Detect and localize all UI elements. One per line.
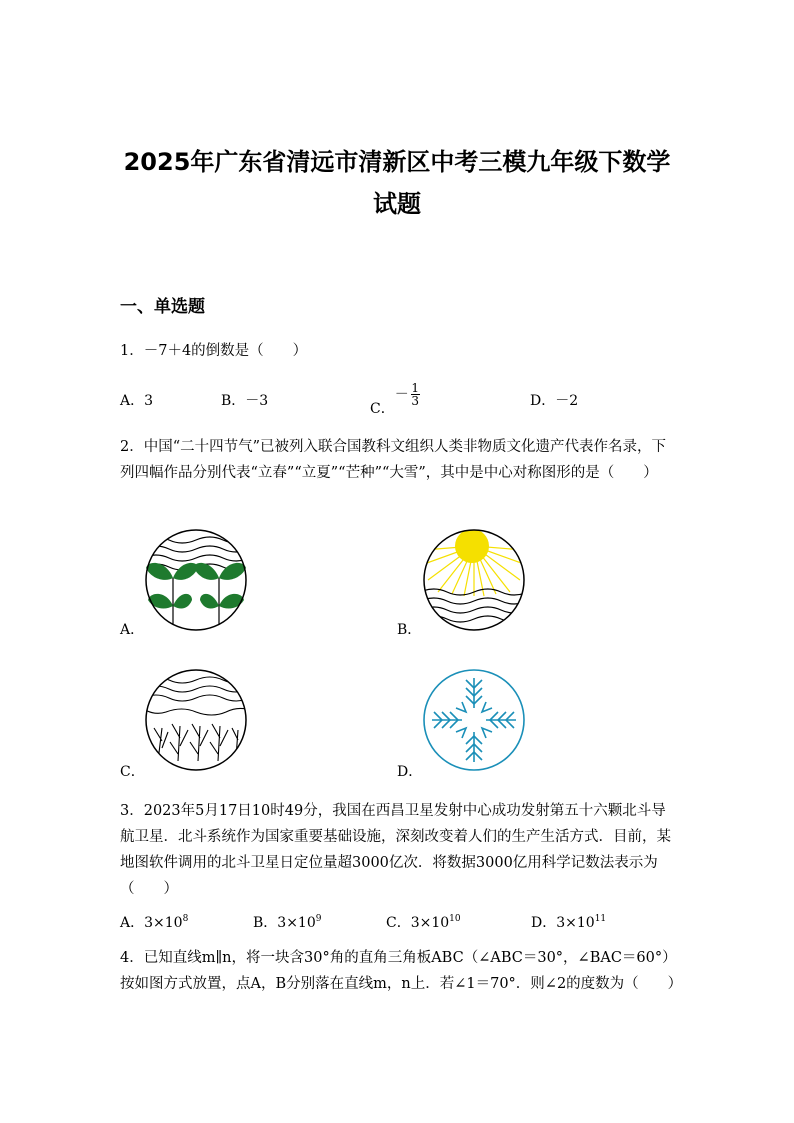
section-heading: 一、单选题	[120, 297, 205, 317]
q3-option-c	[386, 912, 461, 932]
fraction-numerator: 1	[411, 381, 420, 395]
question-2-stem: 2．中国“二十四节气”已被列入联合国教科文组织人类非物质文化遗产代表作名录，下列四幅作品分别代表“立春”“立夏”“芒种”“大雪”，其中是中心对称图形的是（ ）	[120, 439, 667, 481]
q3-option-a-base: 3×10	[144, 915, 183, 931]
figure-c-grain	[142, 666, 250, 774]
q1-option-d: D．－2	[530, 393, 579, 409]
q3-option-b-exp: 9	[315, 914, 322, 924]
doc-title-line2: 试题	[373, 190, 421, 218]
q1-option-c	[370, 381, 420, 417]
q3-option-a-exp: 8	[182, 914, 189, 924]
figure-d-snowflake	[420, 666, 528, 774]
q3-option-c-label: C．	[386, 915, 411, 931]
q2-label-c: C．	[120, 764, 145, 780]
q1-option-c-label: C．	[370, 400, 395, 417]
q3-option-d-base: 3×10	[556, 915, 595, 931]
q1-option-c-sign: －	[394, 386, 409, 403]
q2-label-d: D．	[397, 764, 423, 780]
q3-option-c-base: 3×10	[410, 915, 450, 931]
q3-option-d-label: D．	[531, 915, 557, 931]
q3-option-a	[120, 912, 188, 932]
q3-option-b-base: 3×10	[277, 915, 316, 931]
question-1-stem: 1．－7＋4的倒数是（ ）	[120, 343, 308, 359]
q1-option-a: A．3	[120, 393, 154, 409]
doc-title-line1: 2025年广东省清远市清新区中考三模九年级下数学	[123, 148, 671, 176]
figure-b-sun	[420, 526, 528, 634]
q3-option-b-label: B．	[253, 915, 278, 931]
q2-label-a: A．	[120, 622, 145, 638]
question-4-stem: 4．已知直线m∥n，将一块含30°角的直角三角板ABC（∠ABC＝30°，∠BAC＝60°）按如图方式放置，点A，B分别落在直线m，n上．若∠1＝70°．则∠2的度数为（ ）	[120, 950, 683, 992]
q1-option-b: B．－3	[221, 393, 269, 409]
q3-option-c-exp: 10	[449, 914, 461, 924]
q3-option-b	[253, 912, 321, 932]
q3-option-d	[531, 912, 606, 932]
q2-label-b: B．	[397, 622, 422, 638]
figure-a-leaves	[142, 526, 250, 634]
q3-option-d-exp: 11	[594, 914, 607, 924]
q3-option-a-label: A．	[120, 915, 145, 931]
question-3-stem: 3．2023年5月17日10时49分，我国在西昌卫星发射中心成功发射第五十六颗北斗导航卫星．北斗系统作为国家重要基础设施，深刻改变着人们的生产生活方式．目前，某地图软件调用的北斗卫星日定位量超3000亿次．将数据3000亿用科学记数法表示为（ ）	[120, 803, 671, 897]
q1-option-c-fraction	[411, 382, 420, 407]
fraction-denominator: 3	[411, 394, 420, 408]
